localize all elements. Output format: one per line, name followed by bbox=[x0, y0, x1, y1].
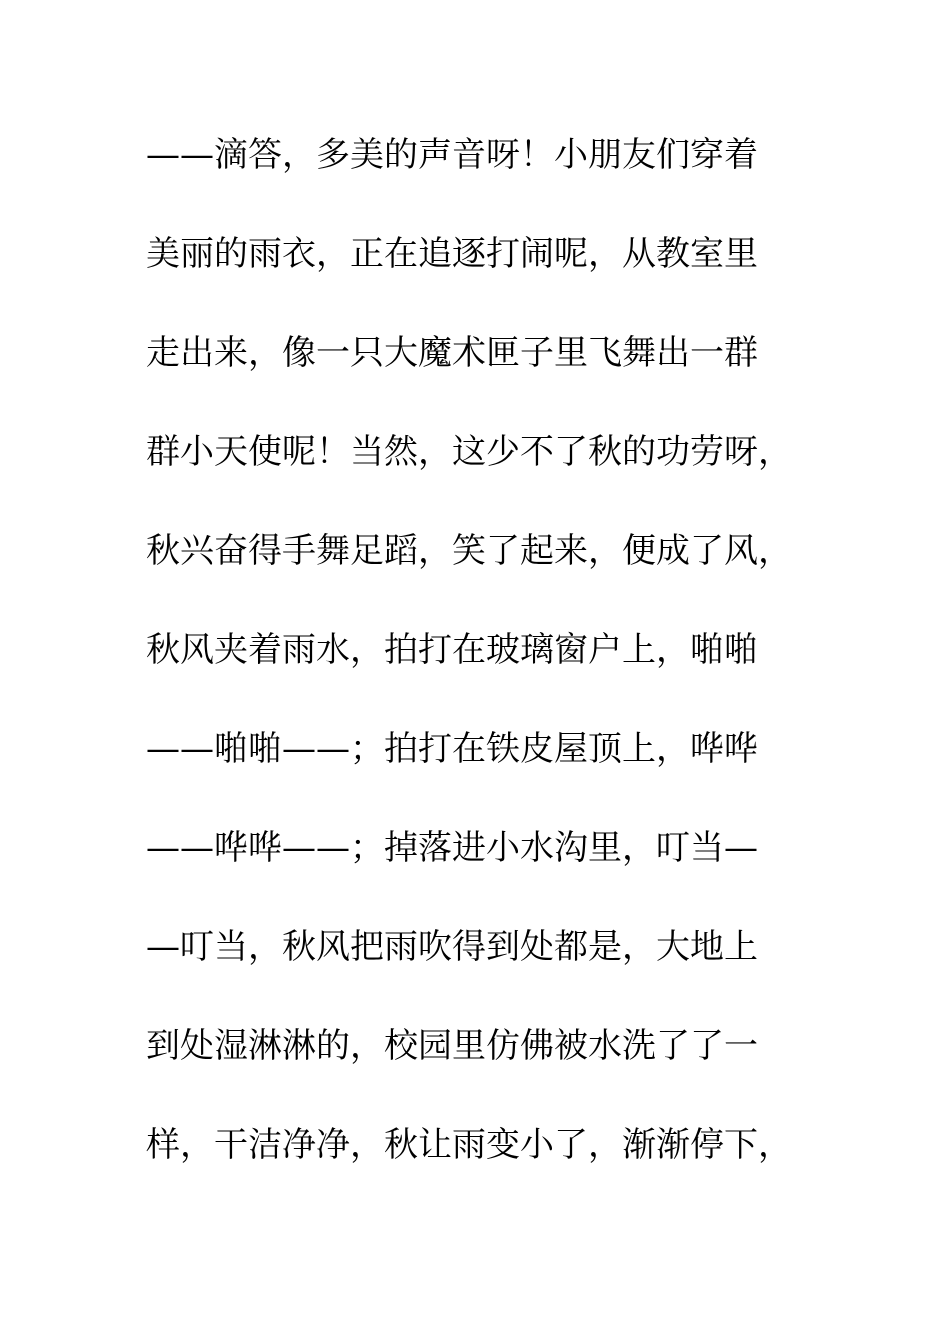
text-line-11: 样，干洁净净，秋让雨变小了，渐渐停下， bbox=[146, 1125, 792, 1165]
text-line-2: 美丽的雨衣，正在追逐打闹呢，从教室里 bbox=[146, 234, 758, 274]
text-line-5: 秋兴奋得手舞足蹈，笑了起来，便成了风， bbox=[146, 531, 792, 571]
body-text bbox=[146, 126, 806, 1215]
text-line-6: 秋风夹着雨水，拍打在玻璃窗户上，啪啪 bbox=[146, 630, 758, 670]
text-line-10: 到处湿淋淋的，校园里仿佛被水洗了了一 bbox=[146, 1026, 758, 1066]
text-line-4: 群小天使呢！当然，这少不了秋的功劳呀， bbox=[146, 432, 792, 472]
text-line-7: ——啪啪——；拍打在铁皮屋顶上，哗哗 bbox=[146, 729, 758, 769]
text-line-9: —叮当，秋风把雨吹得到处都是，大地上 bbox=[146, 927, 758, 967]
text-line-3: 走出来，像一只大魔术匣子里飞舞出一群 bbox=[146, 333, 758, 373]
text-line-8: ——哗哗——；掉落进小水沟里，叮当— bbox=[146, 828, 758, 868]
text-line-1: ——滴答，多美的声音呀！小朋友们穿着 bbox=[146, 135, 758, 175]
